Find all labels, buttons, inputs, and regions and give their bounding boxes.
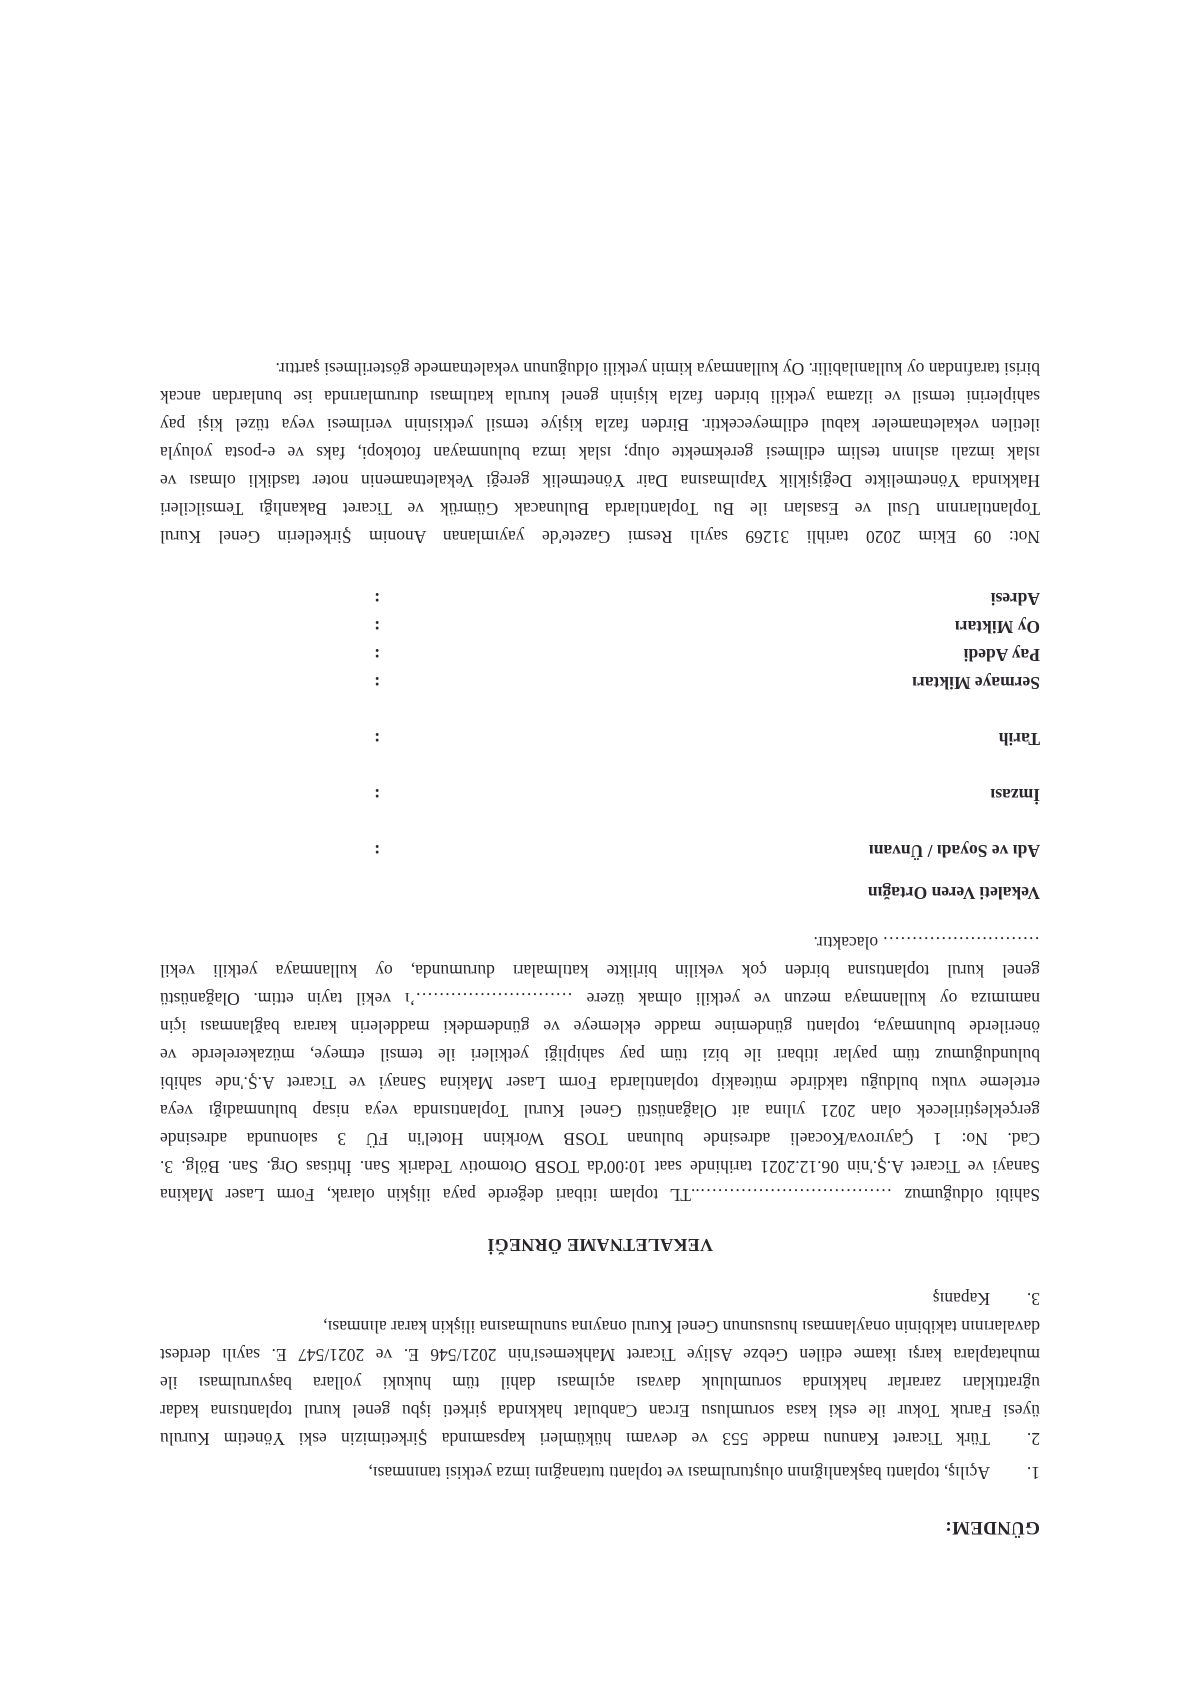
note-line: birisi tarafından oy kullanılabilir. Oy kullanmaya kimin yetkili olduğunun vekaletnamede gösterilmesi şarttır. bbox=[275, 359, 1040, 379]
agenda-item-3 bbox=[160, 1285, 1040, 1313]
proxy-title: VEKALETNAME ÖRNEĞİ bbox=[487, 1235, 713, 1255]
field-vote-count bbox=[160, 613, 1040, 641]
field-spacer bbox=[160, 753, 1040, 781]
field-colon: : bbox=[374, 673, 380, 693]
field-date bbox=[160, 725, 1040, 753]
field-label: İmzası bbox=[990, 785, 1040, 805]
agenda-item-number: 2. bbox=[1026, 1429, 1040, 1449]
note-line: iletilen vekaletnameler kabul edilmeyecektir. Birden fazla kişiye temsil yetkisinin verilmesi veya tüzel kişi pay bbox=[160, 415, 1040, 435]
field-label: Adresi bbox=[990, 589, 1040, 609]
note-line: sahiplerini temsil ve ilzama yetkili birden fazla kişinin genel kurula katılması durumlarında ise bunlardan ancak bbox=[160, 387, 1040, 407]
proxy-line: erteleme vuku bulduğu takdirde müteakip toplantılarda Form Laser Makina Sanayi ve Ticaret A.Ş.'nde sahibi bbox=[160, 1073, 1040, 1093]
agenda-item-text: Açılış, toplantı başkanlığının oluşturulması ve toplantı tutanağını imza yetkisi tanınması, bbox=[368, 1463, 990, 1483]
field-label: Pay Adedi bbox=[963, 645, 1040, 665]
proxy-line: önerilerde bulunmaya, toplantı gündemine madde eklemeye ve gündemdeki maddelerin karara bağlanması için bbox=[160, 1017, 1040, 1037]
signatory-fields bbox=[160, 585, 1040, 865]
note-line: Toplantılarının Usul ve Esasları ile Bu Toplantılarda Bulunacak Gümrük ve Ticaret Bakanlığı Temsilcileri bbox=[160, 499, 1040, 519]
field-colon: : bbox=[374, 645, 380, 665]
legal-note bbox=[160, 355, 1040, 551]
signatory-heading: Vekaleti Veren Ortağın bbox=[867, 883, 1040, 903]
proxy-line: ……………………… olacaktır. bbox=[813, 933, 1040, 953]
note-line: Not: 09 Ekim 2020 tarihli 31269 sayılı Resmi Gazete'de yayımlanan Anonim Şirketlerin Genel Kurul bbox=[160, 527, 1040, 547]
proxy-line: bulunduğumuz tüm paylar itibari ile bizi tüm pay sahipliği yetkileri ile temsil etmeye, müzakerelerde ve bbox=[160, 1045, 1040, 1065]
field-capital bbox=[160, 669, 1040, 697]
field-name-title bbox=[160, 837, 1040, 865]
agenda-item-number: 3. bbox=[1026, 1289, 1040, 1309]
agenda-item-number: 1. bbox=[1026, 1463, 1040, 1483]
agenda-item-2 bbox=[160, 1313, 1040, 1453]
field-address bbox=[160, 585, 1040, 613]
field-label: Tarih bbox=[998, 729, 1040, 749]
field-signature bbox=[160, 781, 1040, 809]
proxy-line: genel kurul toplantısına birden çok vekilin birlikte katılmaları durumunda, oy kullanmaya yetkili vekil bbox=[160, 961, 1040, 981]
field-label: Sermaye Miktarı bbox=[912, 673, 1040, 693]
agenda-item-line: davalarının takibinin onaylanması hususunun Genel Kurul onayına sunulmasına ilişkin karar alınması, bbox=[323, 1317, 1040, 1337]
field-share-count bbox=[160, 641, 1040, 669]
note-line: ıslak imzalı aslının teslim edilmesi gerekmekte olup; ıslak imza bulunmayan fotokopi, faks ve e-posta yoluyla bbox=[160, 443, 1040, 463]
proxy-line: Sanayi ve Ticaret A.Ş.'nin 06.12.2021 tarihinde saat 10:00'da TOSB Otomotiv Tedarik San. İhtisas Org. San. Bölg. 3. bbox=[160, 1157, 1040, 1177]
proxy-paragraph bbox=[160, 929, 1040, 1209]
proxy-line: Sahibi olduğumuz ……………………………..TL toplam itibari değerde paya ilişkin olarak, Form Laser Makina bbox=[160, 1185, 1040, 1205]
field-spacer bbox=[160, 809, 1040, 837]
proxy-line: namımıza oy kullanmaya mezun ve yetkili olmak üzere ………………………’ı vekil tayin ettim. Olağanüstü bbox=[160, 989, 1040, 1009]
field-spacer bbox=[160, 697, 1040, 725]
proxy-line: Cad. No: 1 Çayırova/Kocaeli adresinde bulunan TOSB Workinn Hotel'in FÜ 3 salonunda adresinde bbox=[160, 1129, 1040, 1149]
field-label: Adı ve Soyadı / Ünvanı bbox=[868, 841, 1040, 861]
agenda-item-line: Türk Ticaret Kanunu madde 553 ve devamı hükümleri kapsamında Şirketimizin eski Yönetim Kurulu bbox=[160, 1429, 990, 1449]
field-colon: : bbox=[374, 617, 380, 637]
agenda-item-line: üyesi Faruk Tokur ile eski kasa sorumlusu Ercan Canbulat hakkında şirketi işbu genel kurul toplantısına kadar bbox=[160, 1401, 1040, 1421]
agenda-item-text: Kapanış bbox=[932, 1289, 990, 1309]
note-line: Hakkında Yönetmelikte Değişiklik Yapılmasına Dair Yönetmelik gereği Vekaletnamenin noter tasdikli olması ve bbox=[160, 471, 1040, 491]
agenda-title: GÜNDEM: bbox=[945, 1517, 1040, 1538]
field-label: Oy Miktarı bbox=[954, 617, 1040, 637]
agenda-item-line: muhataplara karşı ikame edilen Gebze Asliye Ticaret Mahkemesi'nin 2021/546 E. ve 2021/547 E. sayılı derdest bbox=[160, 1345, 1040, 1365]
agenda-item-line: uğrattıkları zararlar hakkında sorumluluk davası açılması dahil tüm hukuki yollara başvurulması ile bbox=[160, 1373, 1040, 1393]
field-colon: : bbox=[374, 589, 380, 609]
document-body bbox=[160, 355, 1040, 1541]
agenda-item-1 bbox=[160, 1459, 1040, 1487]
proxy-line: gerçekleştirilecek olan 2021 yılına ait Olağanüstü Genel Kurul Toplantısında veya nisap bulunmadığı veya bbox=[160, 1101, 1040, 1121]
field-colon: : bbox=[374, 841, 380, 861]
field-colon: : bbox=[374, 729, 380, 749]
field-colon: : bbox=[374, 785, 380, 805]
